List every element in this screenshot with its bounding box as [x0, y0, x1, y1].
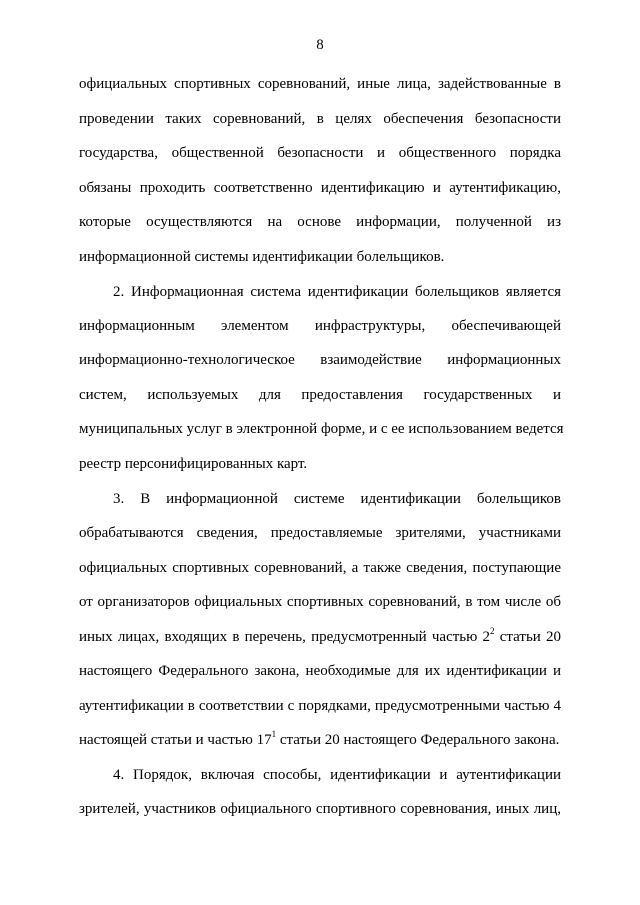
paragraph-3-line-1: 3. В информационной системе идентификации болельщиков	[113, 491, 561, 507]
paragraph-2-line-2: информационным элементом инфраструктуры, обеспечивающей	[79, 318, 561, 334]
paragraph-3-line-6: настоящего Федерального закона, необходимые для их идентификации и	[79, 663, 561, 679]
paragraph-2-line-5: муниципальных услуг в электронной форме, и с ее использованием ведется	[79, 421, 564, 437]
paragraph-2-line-4: систем, используемых для предоставления государственных и	[79, 387, 561, 403]
paragraph-1-line-1: официальных спортивных соревнований, иные лица, задействованные в	[79, 76, 561, 92]
page-number: 8	[316, 37, 324, 53]
paragraph-3-line-8	[79, 730, 561, 750]
line-text-before-superscript: иных лицах, входящих в перечень, предусмотренный частью 2	[79, 629, 491, 645]
paragraph-3-line-7: аутентификации в соответствии с порядками, предусмотренными частью 4	[79, 698, 561, 714]
line-text-after-superscript: статьи 20	[494, 629, 561, 645]
paragraph-2-line-1: 2. Информационная система идентификации болельщиков является	[113, 284, 561, 300]
paragraph-3-line-4: от организаторов официальных спортивных соревнований, в том числе об	[79, 594, 561, 610]
paragraph-4-line-1: 4. Порядок, включая способы, идентификации и аутентификации	[113, 767, 561, 783]
paragraph-1-line-3: государства, общественной безопасности и общественного порядка	[79, 145, 561, 161]
paragraph-4-line-2: зрителей, участников официального спортивного соревнования, иных лиц,	[79, 801, 561, 817]
paragraph-2-line-6: реестр персонифицированных карт.	[79, 456, 308, 472]
paragraph-1-line-4: обязаны проходить соответственно идентификацию и аутентификацию,	[79, 180, 561, 196]
paragraph-3-line-2: обрабатываются сведения, предоставляемые зрителями, участниками	[79, 525, 561, 541]
paragraph-1-line-5: которые осуществляются на основе информации, полученной из	[79, 214, 561, 230]
superscript: 1	[271, 729, 277, 739]
superscript: 2	[490, 626, 495, 636]
line-text-before-superscript: настоящей статьи и частью 17	[79, 732, 272, 748]
paragraph-3-line-5	[79, 627, 561, 647]
paragraph-2-line-3: информационно-технологическое взаимодействие информационных	[79, 352, 561, 368]
paragraph-1-line-6: информационной системы идентификации болельщиков.	[79, 249, 445, 265]
paragraph-3-line-3: официальных спортивных соревнований, а также сведения, поступающие	[79, 560, 561, 576]
line-text-after-superscript: статьи 20 настоящего Федерального закона.	[276, 732, 560, 748]
paragraph-1-line-2: проведении таких соревнований, в целях обеспечения безопасности	[79, 111, 561, 127]
